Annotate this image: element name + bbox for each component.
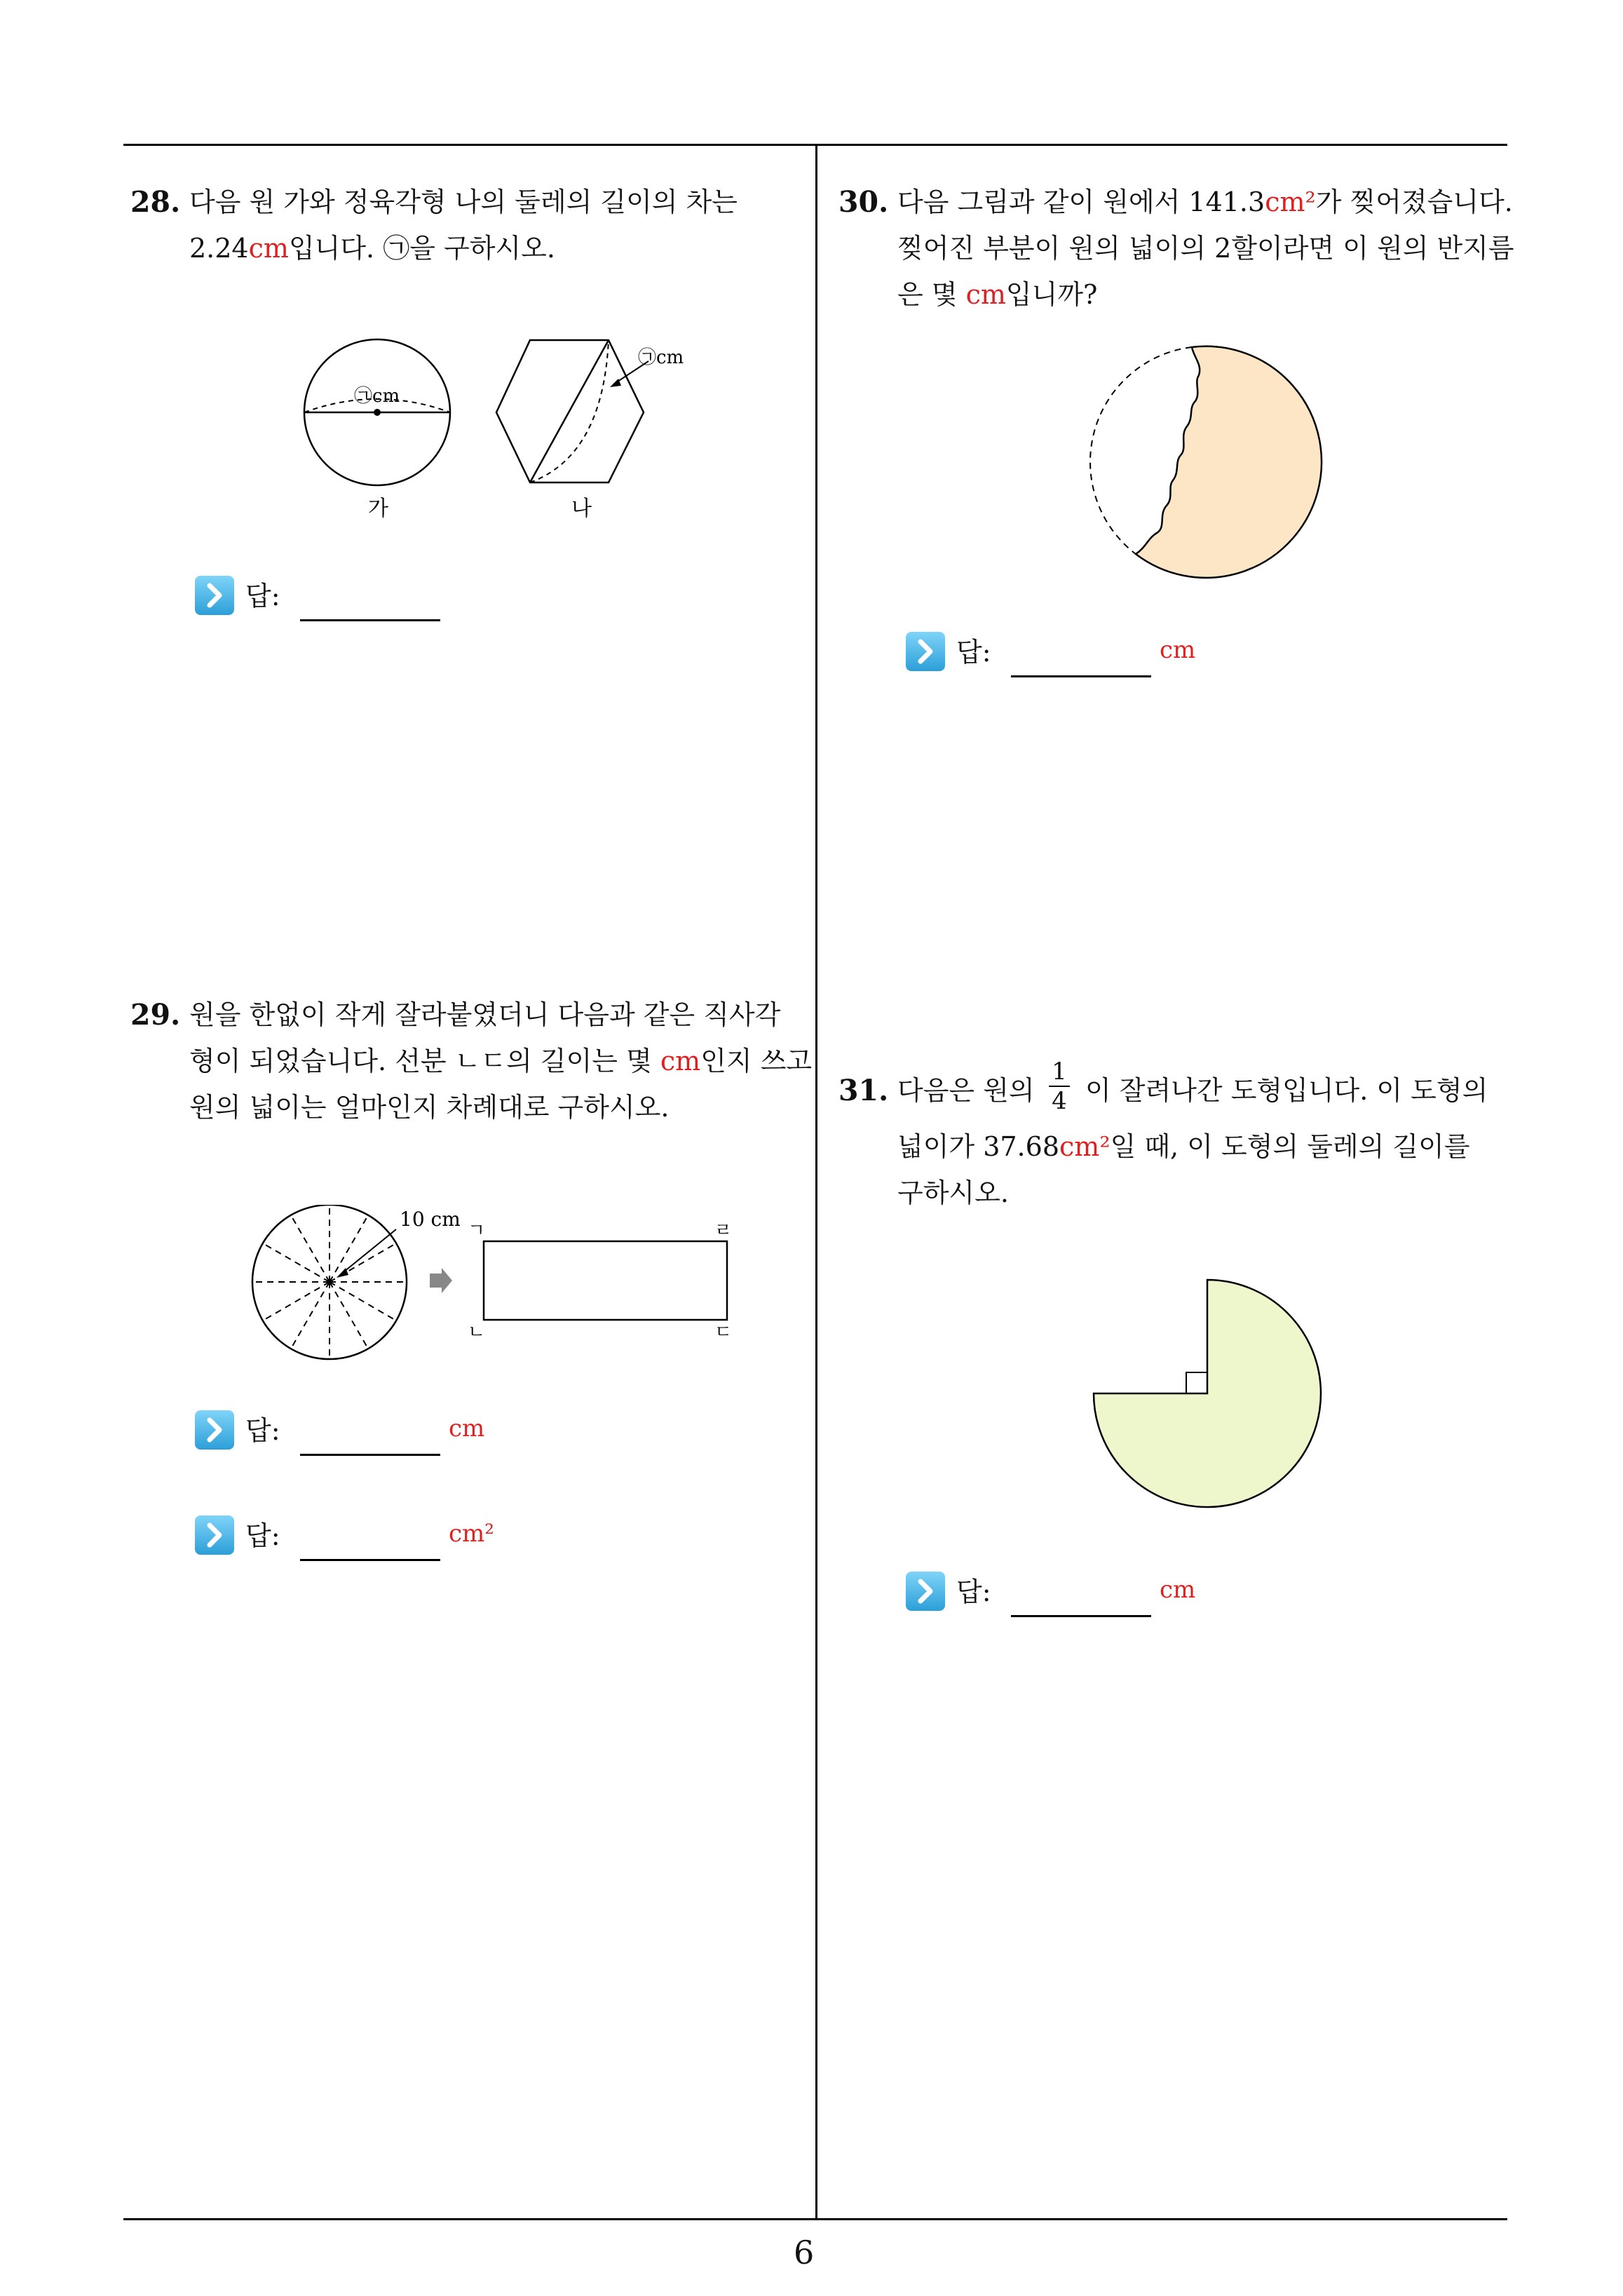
answer-label: 답: (245, 1520, 280, 1551)
question-text-line: 원을 한없이 작게 잘라붙였더니 다음과 같은 직사각 (189, 999, 781, 1030)
remaining-circle-region (1136, 346, 1322, 578)
question-text-line: 다음은 원의 (897, 1075, 1035, 1106)
column-divider (815, 144, 817, 2220)
q31-figure (1080, 1273, 1332, 1525)
corner-label-br: ㄷ (714, 1322, 733, 1343)
q28-figure (294, 330, 701, 526)
answer-unit: cm (449, 1414, 485, 1443)
answer-blank[interactable] (300, 619, 440, 621)
corner-label-tr: ㄹ (714, 1220, 733, 1241)
right-angle-mark (1186, 1372, 1207, 1393)
question-text-line: 형이 되었습니다. 선분 ㄴㄷ의 길이는 몇 cm인지 쓰고 (189, 1046, 813, 1076)
answer-unit: cm (1160, 1576, 1196, 1604)
radius-pointer (340, 1229, 396, 1275)
fraction-one-quarter: $\frac{1}{4}$ (1049, 1058, 1070, 1115)
answer-arrow-icon (195, 576, 234, 615)
question-number: 31. (838, 1074, 889, 1107)
result-rectangle (484, 1241, 727, 1320)
q29-figure (242, 1205, 747, 1366)
answer-field-q29-length[interactable] (195, 1407, 503, 1450)
q30-figure (1083, 344, 1329, 582)
question-text-line: 구하시오. (897, 1177, 1009, 1208)
answer-blank[interactable] (300, 1454, 440, 1456)
answer-label: 답: (245, 581, 280, 612)
question-28 (130, 179, 803, 277)
corner-label-bl: ㄴ (468, 1322, 486, 1343)
answer-arrow-icon (195, 1410, 234, 1450)
bottom-rule (123, 2218, 1507, 2220)
answer-blank[interactable] (1011, 675, 1151, 677)
answer-field-q31[interactable] (906, 1569, 1214, 1611)
answer-field-q28[interactable] (195, 573, 489, 615)
question-text-line: 은 몇 cm입니까? (897, 279, 1098, 310)
question-number: 29. (130, 998, 181, 1032)
caption-ga: 가 (368, 497, 388, 521)
question-30 (838, 179, 1512, 319)
answer-blank[interactable] (1011, 1615, 1151, 1617)
question-text-line: 다음 그림과 같이 원에서 141.3cm²가 찢어졌습니다. (897, 187, 1513, 217)
answer-unit: cm² (449, 1520, 494, 1548)
question-text-line: 2.24cm입니다. ㉠을 구하시오. (189, 233, 555, 264)
hexagon-diagonal (530, 340, 609, 482)
question-text-line: 넓이가 37.68cm²일 때, 이 도형의 둘레의 길이를 (897, 1131, 1470, 1162)
circle-diameter-label: ㉠cm (354, 386, 400, 407)
radius-label: 10 cm (400, 1208, 461, 1231)
hexagon-label: ㉠cm (638, 347, 684, 368)
answer-unit: cm (1160, 636, 1196, 664)
question-number: 30. (838, 185, 889, 219)
center-point (374, 409, 381, 416)
answer-label: 답: (956, 1576, 991, 1607)
answer-arrow-icon (906, 1572, 945, 1611)
question-number: 28. (130, 185, 181, 219)
answer-field-q30[interactable] (906, 629, 1214, 671)
answer-blank[interactable] (300, 1559, 440, 1561)
question-29 (130, 992, 813, 1132)
question-text-line: 다음 원 가와 정육각형 나의 둘레의 길이의 차는 (189, 187, 738, 217)
answer-label: 답: (245, 1415, 280, 1446)
answer-field-q29-area[interactable] (195, 1513, 503, 1555)
transform-arrow-icon (430, 1268, 452, 1293)
three-quarter-circle (1094, 1280, 1321, 1507)
question-text-line: 원의 넓이는 얼마인지 차례대로 구하시오. (189, 1092, 670, 1123)
corner-label-tl: ㄱ (468, 1220, 486, 1241)
question-text-line: 찢어진 부분이 원의 넓이의 2할이라면 이 원의 반지름 (897, 233, 1514, 264)
answer-arrow-icon (195, 1515, 234, 1555)
answer-label: 답: (956, 637, 991, 668)
answer-arrow-icon (906, 632, 945, 671)
question-text-line: 이 잘려나간 도형입니다. 이 도형의 (1085, 1075, 1488, 1106)
caption-na: 나 (571, 497, 592, 521)
page-number: 6 (794, 2234, 815, 2271)
question-31 (838, 1059, 1512, 1220)
